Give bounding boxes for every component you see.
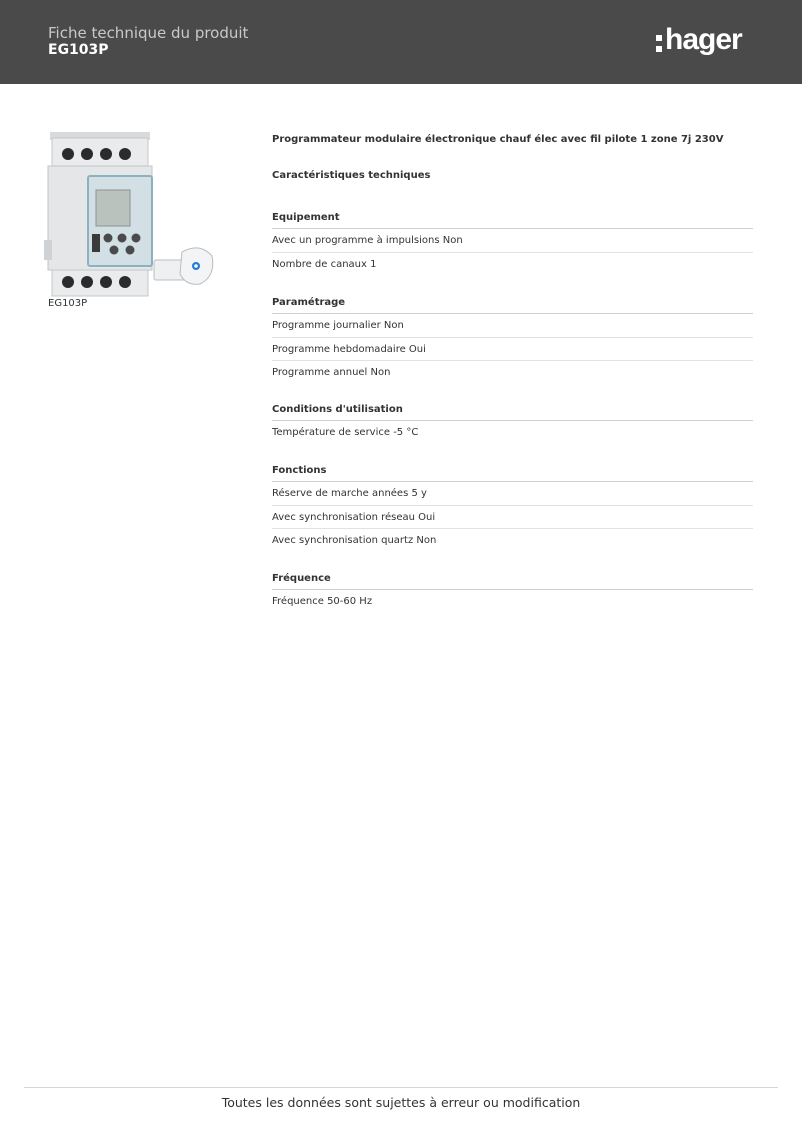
logo-dots-icon	[656, 35, 662, 52]
spec-row: Avec synchronisation réseau Oui	[272, 506, 753, 530]
specs-heading: Caractéristiques techniques	[272, 170, 431, 181]
footer-divider	[24, 1087, 778, 1088]
spec-row: Nombre de canaux 1	[272, 258, 377, 270]
section-title: Paramétrage	[272, 297, 753, 314]
spec-row: Fréquence 50-60 Hz	[272, 596, 373, 607]
section-fonctions	[272, 465, 753, 553]
page-header	[0, 0, 802, 84]
product-title: Programmateur modulaire électronique chauf élec avec fil pilote 1 zone 7j 230V	[272, 134, 724, 145]
section-conditions	[272, 404, 753, 445]
spec-row: Avec synchronisation quartz Non	[272, 535, 437, 546]
section-parametrage	[272, 297, 753, 385]
modular-programmer-icon	[40, 124, 220, 300]
section-equipement	[272, 212, 753, 276]
footer-disclaimer: Toutes les données sont sujettes à erreur ou modification	[221, 1095, 581, 1110]
section-title: Fonctions	[272, 465, 753, 482]
section-title: Equipement	[272, 212, 753, 229]
image-caption: EG103P	[48, 298, 88, 309]
section-title: Fréquence	[272, 573, 753, 590]
spec-row: Programme journalier Non	[272, 314, 753, 338]
section-frequence	[272, 573, 753, 614]
spec-row: Programme hebdomadaire Oui	[272, 338, 753, 362]
document-type: Fiche technique du produit	[48, 24, 249, 42]
product-reference: EG103P	[48, 42, 109, 58]
section-title: Conditions d'utilisation	[272, 404, 753, 421]
brand-name: hager	[665, 23, 742, 56]
brand-logo	[656, 20, 756, 60]
spec-row: Avec un programme à impulsions Non	[272, 229, 753, 253]
spec-row: Programme annuel Non	[272, 367, 391, 378]
spec-row: Température de service -5 °C	[272, 427, 419, 438]
spec-row: Réserve de marche années 5 y	[272, 482, 753, 506]
product-image	[40, 124, 220, 300]
